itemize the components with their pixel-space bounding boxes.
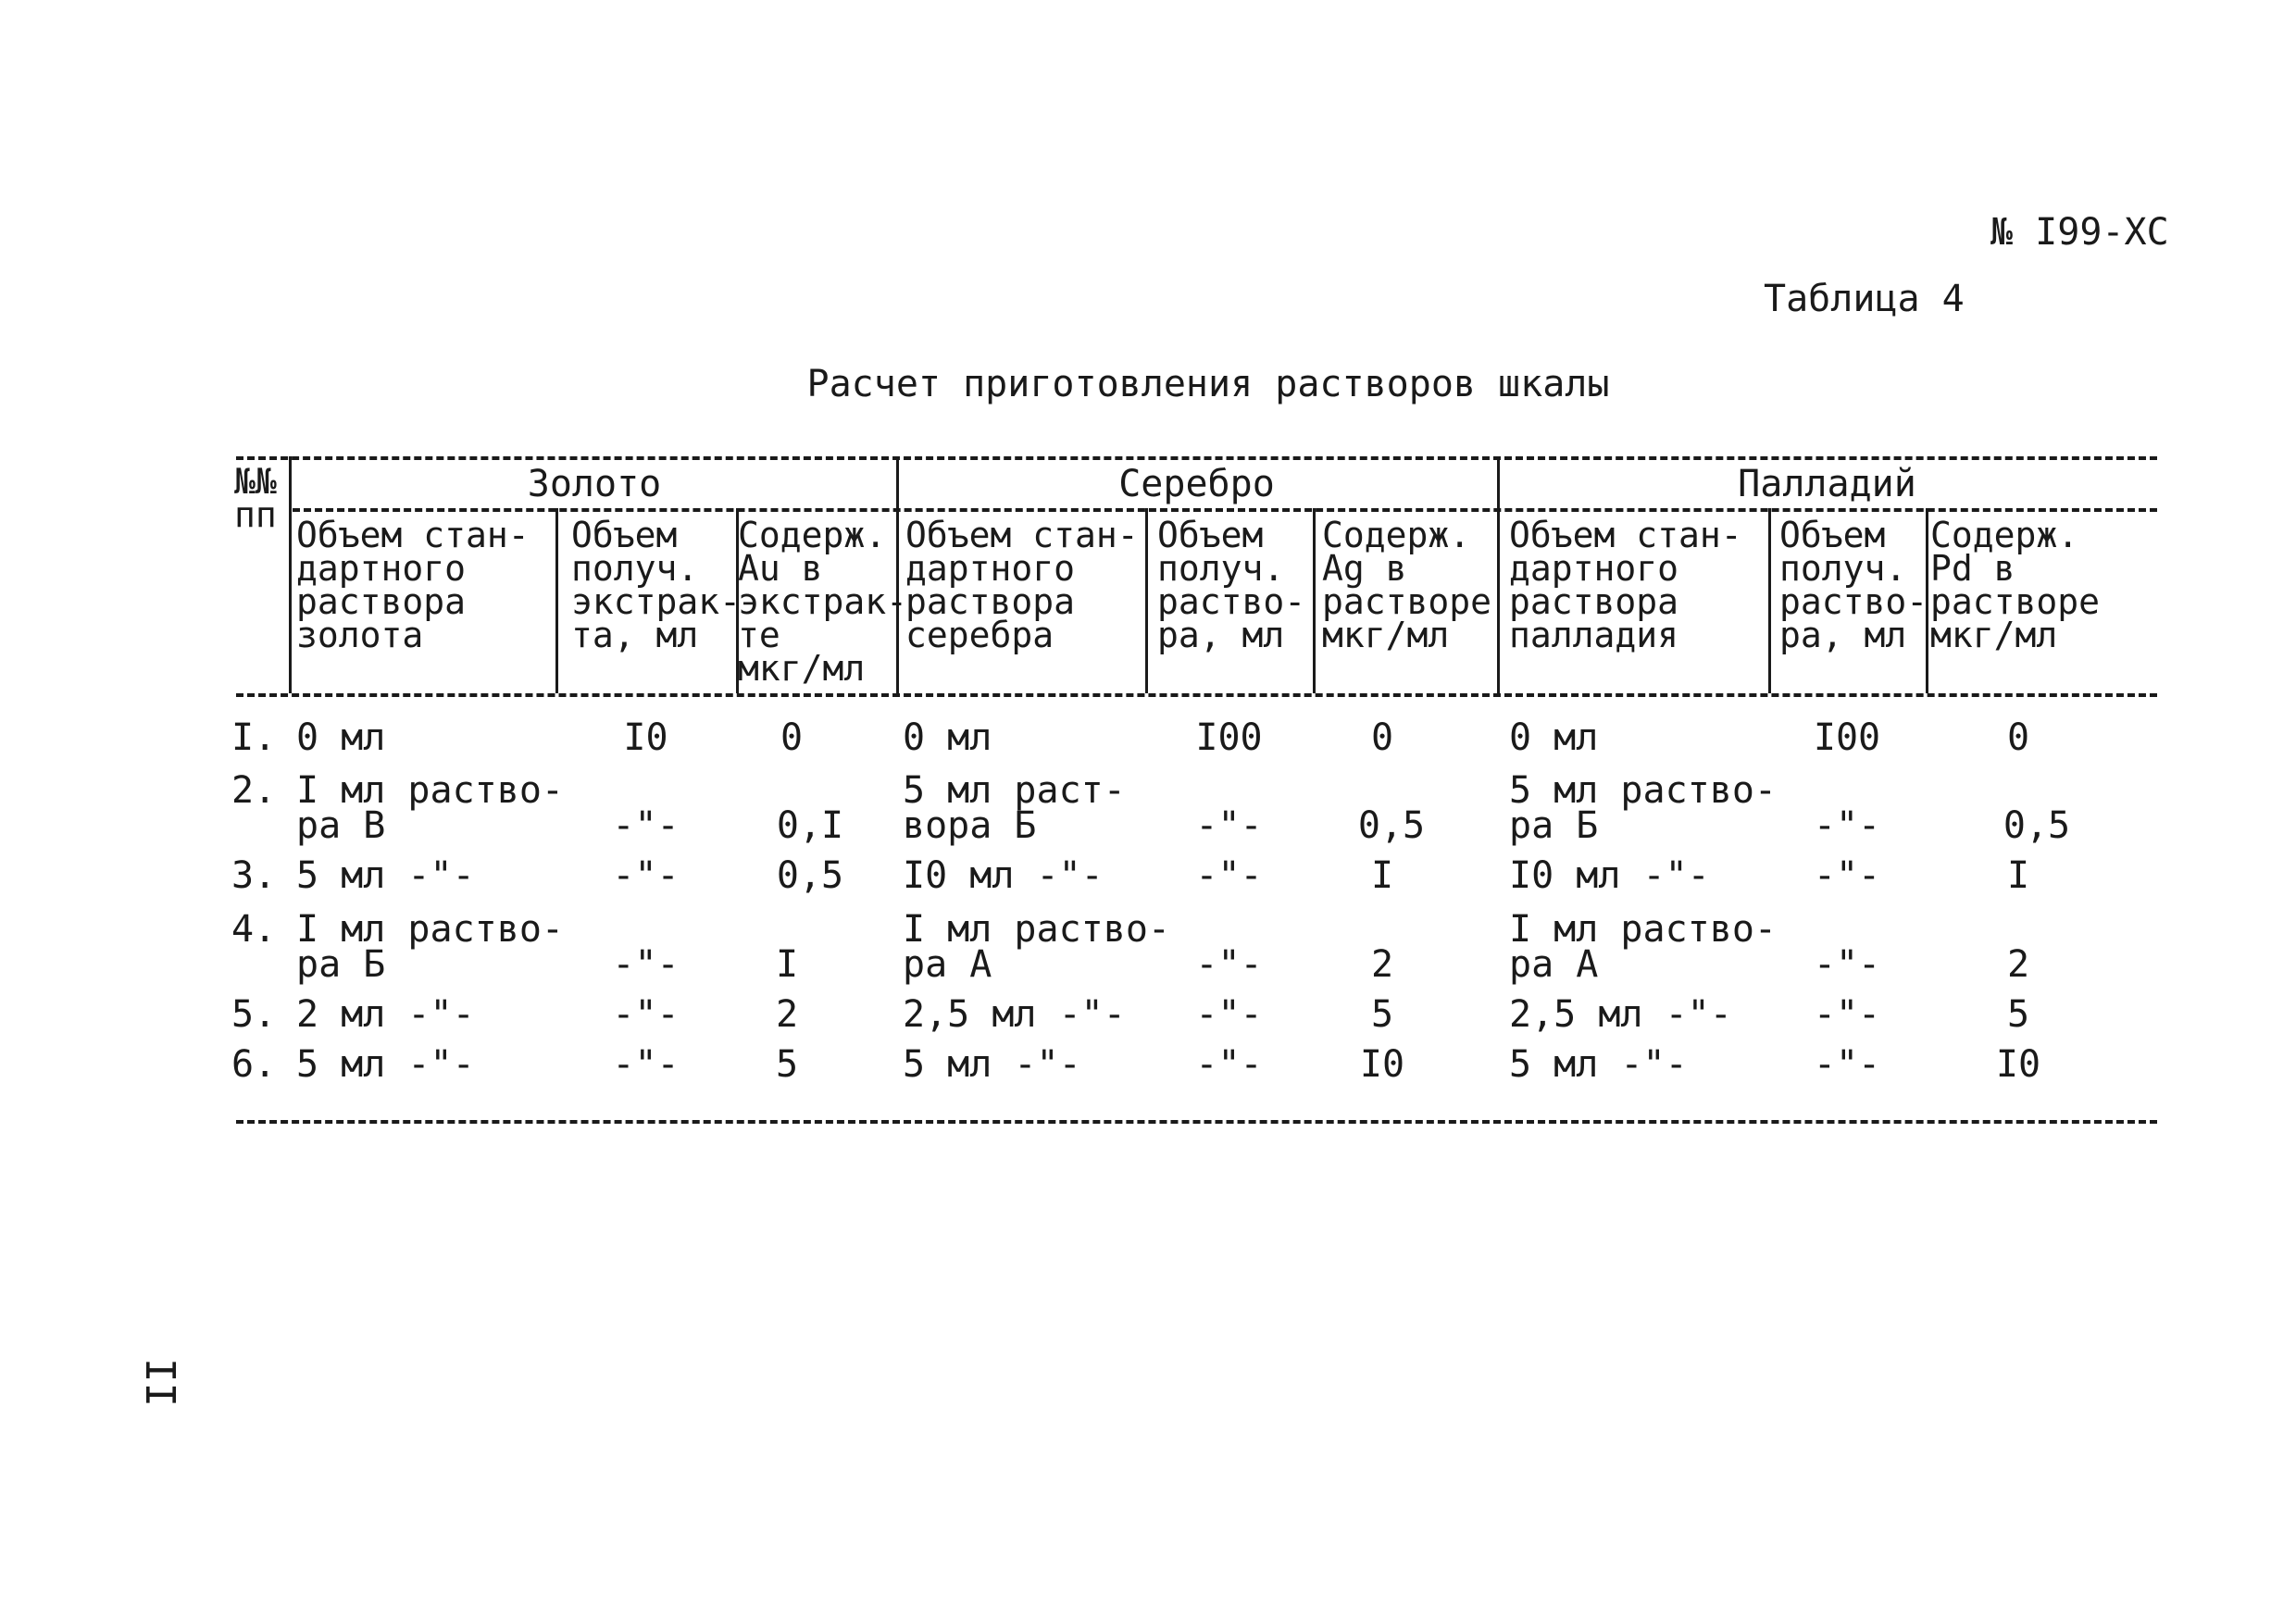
row-number: 3. [231, 854, 277, 897]
table-cell: 2 [2006, 943, 2030, 986]
row-number: 5. [231, 993, 277, 1036]
column-divider [289, 456, 292, 693]
table-cell: 0 [780, 716, 804, 759]
table-cell: -"- [1813, 943, 1881, 986]
table-cell: I0 [1359, 1043, 1405, 1086]
group-header-gold: Золото [527, 463, 662, 505]
table-cell: I0 [623, 716, 668, 759]
column-header-palladium-content: Содерж. Pd в растворе мкг/мл [1930, 515, 2101, 655]
table-cell: 5 мл -"- [296, 854, 475, 897]
column-divider [1313, 508, 1316, 693]
table-cell: -"- [1813, 993, 1881, 1036]
column-header-gold-standard-volume: Объем стан- дартного раствора золота [296, 515, 530, 655]
row-number: 4. [231, 908, 277, 951]
table-cell: I мл раство- ра Б [296, 908, 564, 986]
table-cell: 2 мл -"- [296, 993, 475, 1036]
table-cell: 5 мл раство- ра Б [1509, 769, 1777, 847]
group-header-silver: Серебро [1118, 463, 1275, 505]
table-cell: -"- [612, 993, 680, 1036]
table-cell: I [775, 943, 799, 986]
table-cell: -"- [1195, 854, 1263, 897]
table-cell: I0 [1995, 1043, 2041, 1086]
table-cell: I мл раство- ра А [1509, 908, 1777, 986]
group-header-rule [293, 508, 2157, 512]
table-cell: -"- [612, 1043, 680, 1086]
row-number: 2. [231, 769, 277, 812]
table-cell: -"- [1813, 804, 1881, 847]
table-cell: -"- [1195, 993, 1263, 1036]
table-cell: 0 [1370, 716, 1394, 759]
table-cell: I [1370, 854, 1394, 897]
table-bottom-rule [236, 1120, 2157, 1124]
table-cell: 5 мл -"- [903, 1043, 1081, 1086]
table-cell: 5 [1370, 993, 1394, 1036]
column-header-silver-content: Содерж. Ag в растворе мкг/мл [1322, 515, 1492, 655]
table-cell: 5 [2006, 993, 2030, 1036]
table-label: Таблица 4 [1764, 278, 1965, 320]
page-title: Расчет приготовления растворов шкалы [806, 363, 1610, 405]
table-cell: -"- [1195, 1043, 1263, 1086]
number-column-header: №№ пп [234, 461, 277, 535]
table-cell: 0,I [776, 804, 844, 847]
table-cell: 0 мл [1509, 716, 1599, 759]
column-header-silver-solution-volume: Объем получ. раство- ра, мл [1157, 515, 1306, 655]
table-cell: -"- [1195, 804, 1263, 847]
group-header-palladium: Палладий [1738, 463, 1916, 505]
table-cell: -"- [1195, 943, 1263, 986]
table-cell: 0,5 [2003, 804, 2071, 847]
column-divider [1145, 508, 1148, 693]
table-cell: I мл раство- ра В [296, 769, 564, 847]
table-cell: 5 мл раст- вора Б [903, 769, 1126, 847]
column-divider [1768, 508, 1771, 693]
table-cell: 2 [1370, 943, 1394, 986]
table-top-rule [236, 456, 2157, 460]
row-number: I. [231, 716, 277, 759]
table-cell: 0,5 [1357, 804, 1426, 847]
page-number: II [139, 1358, 186, 1407]
table-cell: I [2006, 854, 2030, 897]
table-cell: 0,5 [776, 854, 844, 897]
table-cell: I0 мл -"- [903, 854, 1104, 897]
column-header-gold-extract-volume: Объем получ. экстрак- та, мл [571, 515, 742, 655]
table-cell: I мл раство- ра А [903, 908, 1170, 986]
table-cell: -"- [612, 943, 680, 986]
table-cell: 2,5 мл -"- [903, 993, 1126, 1036]
table-cell: 5 [775, 1043, 799, 1086]
document-number: № I99-XC [1990, 211, 2169, 254]
table-cell: 2,5 мл -"- [1509, 993, 1732, 1036]
table-cell: 0 мл [903, 716, 992, 759]
table-cell: 0 мл [296, 716, 386, 759]
row-number: 6. [231, 1043, 277, 1086]
table-cell: 5 мл -"- [296, 1043, 475, 1086]
column-header-palladium-standard-volume: Объем стан- дартного раствора палладия [1509, 515, 1742, 655]
column-header-palladium-solution-volume: Объем получ. раство- ра, мл [1779, 515, 1928, 655]
column-header-silver-standard-volume: Объем стан- дартного раствора серебра [905, 515, 1139, 655]
column-divider [555, 508, 558, 693]
table-cell: -"- [612, 804, 680, 847]
table-cell: 5 мл -"- [1509, 1043, 1688, 1086]
table-cell: -"- [1813, 1043, 1881, 1086]
table-cell: -"- [1813, 854, 1881, 897]
table-cell: 2 [775, 993, 799, 1036]
header-bottom-rule [236, 693, 2157, 697]
table-cell: 0 [2006, 716, 2030, 759]
table-cell: I0 мл -"- [1509, 854, 1710, 897]
table-cell: -"- [612, 854, 680, 897]
table-cell: I00 [1813, 716, 1881, 759]
table-cell: I00 [1195, 716, 1263, 759]
column-header-gold-content: Содерж. Au в экстрак- те мкг/мл [738, 515, 908, 689]
